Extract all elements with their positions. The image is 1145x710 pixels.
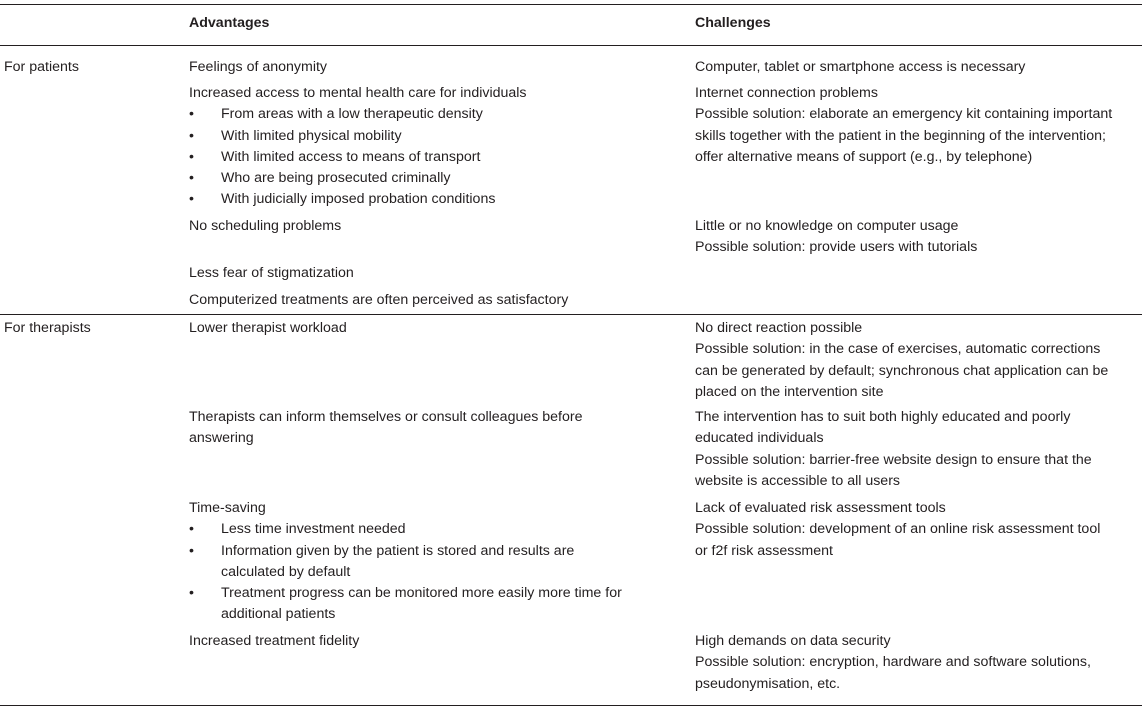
list-item: • Less time investment needed (189, 519, 634, 540)
challenge-line: No direct reaction possible (695, 320, 863, 336)
patients-challenge (695, 83, 1142, 168)
challenge-line: Lack of evaluated risk assessment tools (695, 500, 946, 516)
challenge-line: Internet connection problems (695, 85, 878, 101)
therapists-advantage (189, 631, 359, 652)
bottom-rule (0, 705, 1142, 706)
therapists-challenge (695, 407, 1142, 492)
advantage-text: Increased access to mental health care for individuals (189, 85, 527, 101)
challenge-line: pseudonymisation, etc. (695, 675, 841, 692)
row-label-therapists: For therapists (4, 320, 91, 336)
challenge-line: Little or no knowledge on computer usage (695, 218, 959, 234)
challenge-line: Possible solution: barrier-free website design to ensure that the (695, 451, 1092, 468)
list-item: • Treatment progress can be monitored more easily more time for additional patients (189, 583, 634, 626)
row-label-patients: For patients (4, 59, 79, 75)
advantage-line: Increased treatment fidelity (189, 633, 360, 649)
list-item: • Information given by the patient is stored and results are calculated by default (189, 541, 634, 584)
challenge-line: can be generated by default; synchronous chat application can be (695, 362, 1109, 379)
challenge-line: placed on the intervention site (695, 383, 884, 400)
challenge-line: Possible solution: development of an online risk assessment tool (695, 521, 1101, 538)
therapists-advantage (189, 407, 583, 450)
bullet-list (189, 519, 634, 625)
patients-challenge (695, 216, 1142, 259)
challenge-line: Possible solution: elaborate an emergency kit containing important (695, 106, 1113, 123)
patients-advantage: No scheduling problems (189, 218, 342, 234)
therapists-challenge (695, 318, 1142, 403)
advantage-text: Time-saving (189, 500, 266, 516)
advantage-line: Lower therapist workload (189, 320, 347, 336)
challenge-line: Possible solution: in the case of exercises, automatic corrections (695, 341, 1101, 358)
patients-advantage (189, 83, 527, 211)
list-item: • Who are being prosecuted criminally (189, 168, 527, 189)
challenge-line: The intervention has to suit both highly educated and poorly (695, 409, 1071, 425)
top-rule (0, 4, 1142, 5)
challenge-line: High demands on data security (695, 633, 891, 649)
list-item: • With limited access to means of transport (189, 147, 527, 168)
therapists-advantage (189, 498, 634, 626)
list-item: • From areas with a low therapeutic density (189, 104, 527, 125)
patients-advantage: Computerized treatments are often perceived as satisfactory (189, 292, 569, 308)
advantage-line: answering (189, 430, 254, 447)
challenge-line: offer alternative means of support (e.g., by telephone) (695, 148, 1033, 165)
section-rule (0, 314, 1142, 315)
challenge-line: website is accessible to all users (695, 472, 901, 489)
challenge-line: or f2f risk assessment (695, 542, 833, 559)
therapists-advantage (189, 318, 347, 339)
header-rule (0, 45, 1142, 46)
therapists-challenge (695, 498, 1142, 562)
challenge-line: Possible solution: encryption, hardware and software solutions, (695, 654, 1091, 671)
advantage-line: Therapists can inform themselves or consult colleagues before (189, 409, 583, 425)
header-challenges: Challenges (695, 15, 771, 31)
challenge-line: Computer, tablet or smartphone access is necessary (695, 59, 1026, 75)
therapists-challenge (695, 631, 1142, 695)
challenge-line: educated individuals (695, 430, 824, 447)
patients-advantage: Less fear of stigmatization (189, 265, 354, 281)
challenge-line: skills together with the patient in the beginning of the intervention; (695, 127, 1106, 144)
header-advantages: Advantages (189, 15, 270, 31)
list-item: • With limited physical mobility (189, 126, 527, 147)
list-item: • With judicially imposed probation conditions (189, 189, 527, 210)
bullet-list (189, 104, 527, 210)
challenge-line: Possible solution: provide users with tutorials (695, 239, 978, 256)
patients-challenge (695, 57, 1142, 78)
patients-advantage: Feelings of anonymity (189, 59, 328, 75)
